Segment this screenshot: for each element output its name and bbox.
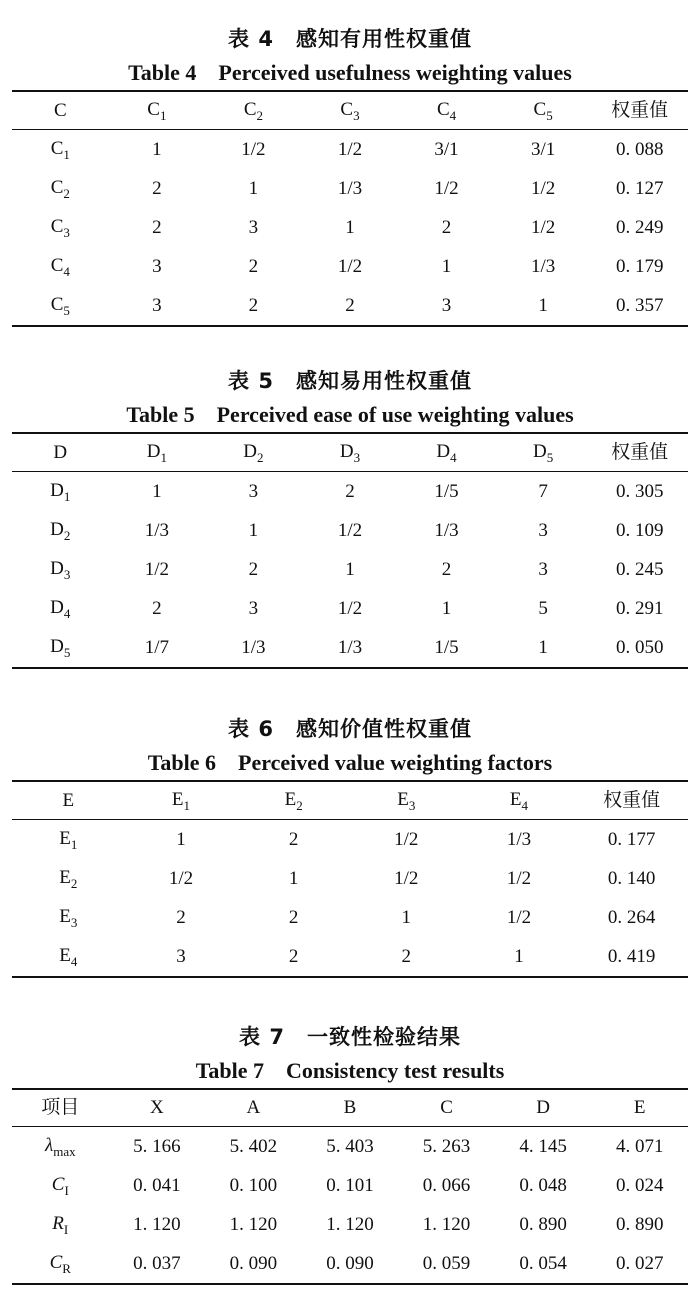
- table-cell: 0. 177: [607, 828, 656, 850]
- table-row: [12, 1166, 688, 1205]
- table-header-row: [12, 781, 688, 820]
- table-cell: 3/1: [530, 138, 556, 160]
- table-cell: 0. 090: [229, 1252, 278, 1274]
- table-cell: 0. 419: [607, 945, 656, 967]
- header-cell: B: [343, 1097, 357, 1118]
- table-cell: 0. 048: [519, 1174, 567, 1196]
- table-cell: 0. 179: [615, 255, 664, 277]
- table-cell: 1/2: [530, 177, 556, 199]
- table-cell: 1/2: [506, 906, 532, 928]
- table-cell: 1: [288, 867, 299, 889]
- table-cell: 2: [441, 558, 452, 580]
- header-cell-weight: 权重值: [603, 789, 661, 811]
- table-cell: 1/3: [144, 519, 169, 541]
- table-cell: 3: [152, 294, 162, 316]
- table-5-block: [12, 364, 688, 669]
- table-cell: 1/3: [337, 636, 363, 658]
- header-cell: C: [53, 99, 67, 121]
- table-cell: 1/2: [394, 828, 419, 850]
- table-cell: 1: [538, 294, 548, 316]
- table-cell: 1: [514, 945, 524, 967]
- table-cell: 3: [176, 945, 186, 967]
- table-cell: 0. 291: [615, 597, 664, 619]
- table-cell: 1/3: [506, 828, 532, 850]
- table-cell: 1: [248, 519, 259, 541]
- header-cell: $C_5$: [533, 99, 553, 123]
- table-7: [12, 1088, 688, 1285]
- row-label-cell: $C_3$: [50, 216, 70, 240]
- table-7-caption-cn: 表 7 一致性检验结果: [239, 1025, 461, 1049]
- row-label-cell: $D_1$: [50, 480, 71, 504]
- row-label-cell: $D_4$: [50, 597, 71, 621]
- table-cell: 1/3: [434, 519, 459, 541]
- table-cell: 2: [288, 945, 299, 967]
- table-row: [12, 169, 688, 208]
- table-cell: 1/2: [337, 255, 363, 277]
- table-row: [12, 589, 688, 628]
- table-cell: 2: [152, 597, 162, 619]
- table-4-body: [12, 130, 688, 327]
- table-cell: 1. 120: [229, 1213, 278, 1235]
- table-cell: 3: [248, 216, 259, 238]
- header-cell: $E_1$: [171, 789, 191, 813]
- table-row: [12, 130, 688, 170]
- table-5-caption-en: Table 5 Perceived ease of use weighting values: [126, 402, 574, 427]
- table-cell: 0. 059: [422, 1252, 471, 1274]
- table-4-caption-en: Table 4 Perceived usefulness weighting values: [128, 60, 572, 85]
- row-label-cell: $R_I$: [52, 1213, 69, 1237]
- table-row: [12, 472, 688, 512]
- table-cell: 0. 066: [422, 1174, 471, 1196]
- table-cell: 2: [401, 945, 412, 967]
- table-cell: 1/2: [530, 216, 556, 238]
- table-cell: 3: [538, 519, 548, 541]
- table-6: [12, 780, 688, 978]
- header-cell: D: [536, 1097, 550, 1118]
- header-cell: $D_2$: [243, 441, 264, 465]
- header-cell: $D_3$: [339, 441, 361, 465]
- row-label-cell: $D_5$: [50, 636, 71, 660]
- table-row: [12, 208, 688, 247]
- header-cell: E: [633, 1097, 646, 1118]
- table-cell: 1: [441, 255, 452, 277]
- table-cell: 1/2: [168, 867, 194, 889]
- table-cell: 2: [345, 480, 355, 502]
- header-cell: $E_4$: [509, 789, 528, 813]
- table-cell: 1: [176, 828, 186, 850]
- row-label-cell: $E_2$: [59, 867, 78, 891]
- table-cell: 1/3: [241, 636, 266, 658]
- row-label-cell: $C_5$: [50, 294, 70, 318]
- row-label-cell: $C_1$: [50, 138, 70, 162]
- table-cell: 1/3: [337, 177, 363, 199]
- table-cell: 2: [152, 216, 162, 238]
- table-cell: 2: [441, 216, 452, 238]
- table-cell: 1: [441, 597, 452, 619]
- table-cell: 1/2: [144, 558, 169, 580]
- table-cell: 0. 890: [519, 1213, 567, 1235]
- row-label-cell: $C_R$: [49, 1252, 71, 1276]
- table-cell: 5. 166: [133, 1135, 181, 1157]
- table-cell: 1: [152, 138, 162, 160]
- table-cell: 1: [345, 558, 355, 580]
- header-cell: C: [440, 1097, 453, 1118]
- table-cell: 0. 101: [326, 1174, 374, 1196]
- table-cell: 1/5: [434, 480, 459, 502]
- table-row: [12, 1244, 688, 1284]
- header-cell: E: [62, 789, 75, 811]
- header-cell: $C_4$: [436, 99, 457, 123]
- table-5: [12, 432, 688, 669]
- table-cell: 1. 120: [133, 1213, 181, 1235]
- header-cell-weight: 权重值: [611, 441, 669, 463]
- header-cell: $E_3$: [397, 789, 416, 813]
- table-cell: 3: [441, 294, 452, 316]
- table-cell: 0. 140: [607, 867, 656, 889]
- table-header-row: [12, 1089, 688, 1127]
- table-cell: 5. 402: [229, 1135, 278, 1157]
- row-label-cell: $E_4$: [59, 945, 78, 969]
- table-cell: 0. 890: [615, 1213, 664, 1235]
- table-cell: 1: [248, 177, 259, 199]
- table-cell: 0. 127: [615, 177, 664, 199]
- table-cell: 5: [538, 597, 548, 619]
- table-cell: 0. 264: [607, 906, 656, 928]
- table-6-caption-en: Table 6 Perceived value weighting factors: [147, 750, 553, 775]
- table-7-body: [12, 1127, 688, 1285]
- table-row: [12, 1205, 688, 1244]
- table-cell: 3: [248, 597, 259, 619]
- table-4-caption-cn: 表 4 感知有用性权重值: [228, 27, 472, 51]
- header-cell: A: [246, 1097, 261, 1118]
- table-cell: 0. 245: [615, 558, 664, 580]
- table-cell: 1/2: [506, 867, 532, 889]
- table-5-caption-cn: 表 5 感知易用性权重值: [228, 369, 472, 393]
- table-cell: 0. 305: [615, 480, 664, 502]
- table-cell: 2: [288, 828, 299, 850]
- table-6-caption-cn: 表 6 感知价值性权重值: [228, 717, 472, 741]
- table-cell: 1/2: [337, 597, 363, 619]
- header-cell: $D_4$: [436, 441, 457, 465]
- table-cell: 1: [538, 636, 548, 658]
- table-cell: 0. 249: [615, 216, 664, 238]
- row-label-cell: $\lambda_{max}$: [44, 1135, 76, 1159]
- table-cell: 1/2: [434, 177, 459, 199]
- header-cell: D: [53, 441, 68, 463]
- table-cell: 0. 357: [615, 294, 664, 316]
- table-cell: 0. 054: [519, 1252, 567, 1274]
- table-cell: 3/1: [434, 138, 459, 160]
- table-row: [12, 286, 688, 326]
- table-cell: 5. 263: [422, 1135, 471, 1157]
- header-cell: $C_3$: [340, 99, 360, 123]
- row-label-cell: $E_1$: [59, 828, 78, 852]
- table-4: [12, 90, 688, 327]
- table-cell: 1/3: [530, 255, 556, 277]
- table-cell: 0. 109: [615, 519, 664, 541]
- table-cell: 2: [248, 255, 259, 277]
- header-cell: $E_2$: [284, 789, 303, 813]
- table-header-row: [12, 433, 688, 472]
- table-7-caption-en: Table 7 Consistency test results: [195, 1058, 505, 1083]
- table-row: [12, 511, 688, 550]
- table-cell: 1: [345, 216, 355, 238]
- table-cell: 0. 100: [229, 1174, 278, 1196]
- header-cell: $C_1$: [147, 99, 167, 123]
- table-row: [12, 1127, 688, 1167]
- header-cell-weight: 权重值: [611, 99, 669, 121]
- table-cell: 0. 088: [615, 138, 664, 160]
- table-cell: 1/7: [144, 636, 169, 658]
- table-row: [12, 937, 688, 977]
- table-cell: 0. 090: [326, 1252, 374, 1274]
- table-cell: 1/2: [337, 519, 363, 541]
- row-label-cell: $C_4$: [50, 255, 70, 279]
- header-cell: $D_5$: [532, 441, 554, 465]
- table-cell: 1: [401, 906, 412, 928]
- table-cell: 0. 041: [133, 1174, 181, 1196]
- row-label-cell: $C_I$: [51, 1174, 69, 1198]
- table-cell: 3: [152, 255, 162, 277]
- table-row: [12, 247, 688, 286]
- table-cell: 0. 027: [615, 1252, 664, 1274]
- table-cell: 2: [248, 558, 259, 580]
- table-cell: 0. 050: [615, 636, 664, 658]
- table-cell: 1/2: [337, 138, 363, 160]
- table-cell: 0. 037: [133, 1252, 181, 1274]
- table-7-block: [12, 1020, 688, 1285]
- table-cell: 1/5: [434, 636, 459, 658]
- header-cell: 项目: [41, 1097, 80, 1118]
- table-row: [12, 898, 688, 937]
- row-label-cell: $E_3$: [59, 906, 78, 930]
- header-cell: $D_1$: [146, 441, 167, 465]
- table-header-row: [12, 91, 688, 130]
- table-cell: 0. 024: [615, 1174, 664, 1196]
- table-cell: 2: [345, 294, 355, 316]
- table-cell: 2: [288, 906, 299, 928]
- table-4-block: [12, 22, 688, 327]
- table-row: [12, 859, 688, 898]
- table-cell: 4. 071: [615, 1135, 664, 1157]
- table-cell: 1. 120: [326, 1213, 374, 1235]
- header-cell: $C_2$: [243, 99, 263, 123]
- table-cell: 2: [176, 906, 186, 928]
- table-row: [12, 550, 688, 589]
- table-cell: 3: [248, 480, 259, 502]
- table-cell: 3: [538, 558, 548, 580]
- table-cell: 1/2: [241, 138, 266, 160]
- table-6-body: [12, 820, 688, 978]
- table-row: [12, 820, 688, 860]
- row-label-cell: $D_2$: [50, 519, 71, 543]
- table-cell: 1: [152, 480, 162, 502]
- table-cell: 1/2: [394, 867, 419, 889]
- table-cell: 1. 120: [422, 1213, 471, 1235]
- table-cell: 7: [538, 480, 548, 502]
- table-cell: 4. 145: [519, 1135, 567, 1157]
- table-cell: 2: [152, 177, 162, 199]
- table-6-block: [12, 712, 688, 978]
- row-label-cell: $C_2$: [50, 177, 70, 201]
- header-cell: X: [149, 1097, 164, 1118]
- row-label-cell: $D_3$: [50, 558, 71, 582]
- table-5-body: [12, 472, 688, 669]
- table-cell: 2: [248, 294, 259, 316]
- table-row: [12, 628, 688, 668]
- table-cell: 5. 403: [326, 1135, 374, 1157]
